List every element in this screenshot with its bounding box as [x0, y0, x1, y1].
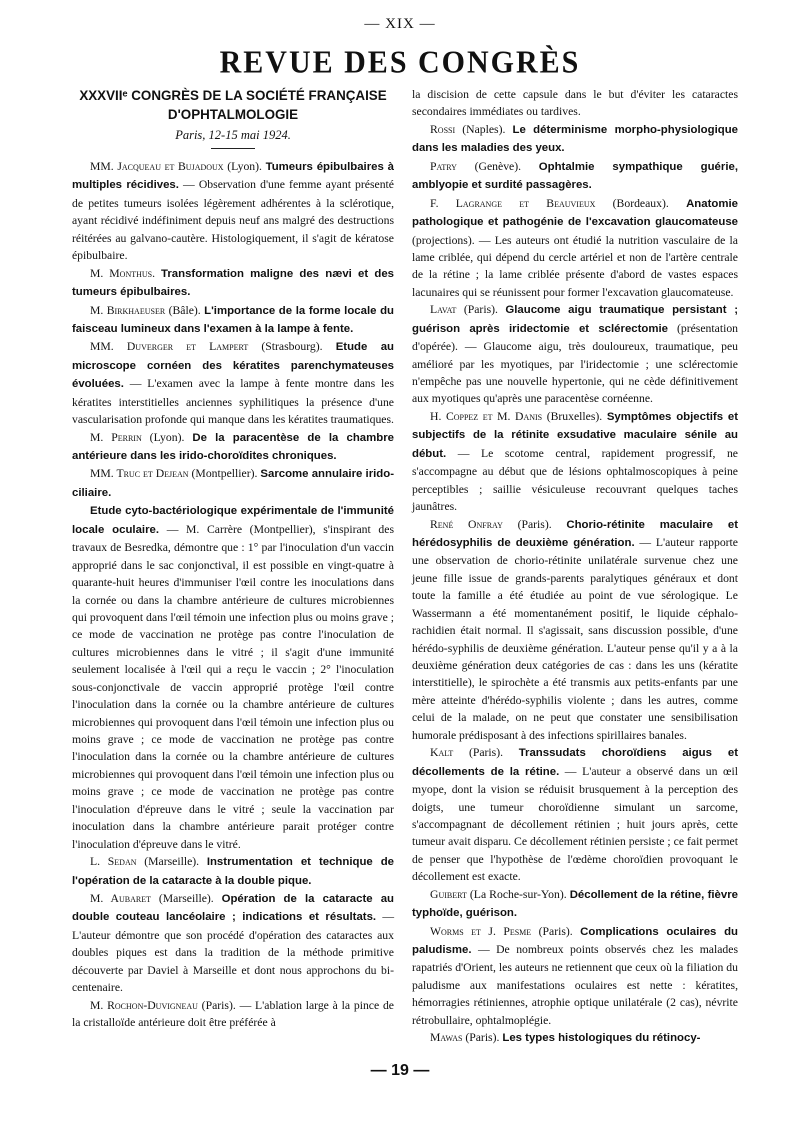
entry-body: — Observation d'une femme ayant présenté de petites tumeurs isolées légèrement adhérentes à la sclérotique, ayant récidivé indéfiniment depuis neuf ans malgré des destructions réitérées au galvano-cautère. Histologiquement, il s'agit de kératose épibulbaire. [72, 178, 394, 263]
abstract-entry [72, 429, 394, 466]
right-column [412, 86, 738, 1048]
entry-authors: Guibert [430, 887, 467, 901]
footer-page-number: — 19 — [370, 1062, 430, 1079]
entry-authors: MM. Truc et Dejean [90, 467, 189, 481]
entry-affiliation: (Marseille). [136, 855, 207, 869]
entry-affiliation: (Bordeaux). [595, 196, 687, 210]
entry-affiliation: (Lyon). [141, 430, 193, 444]
abstract-entry [412, 744, 738, 886]
entry-title: Opération de la cataracte au double couteau lancéolaire ; indications et résultats. [72, 892, 395, 924]
entry-authors: Mawas [430, 1031, 463, 1045]
entry-title: Ophtalmie sympathique guérie, amblyopie et surdité passagères. [412, 160, 738, 192]
entry-title: Transsudats choroïdiens aigus et décollements de la rétine. [412, 747, 738, 778]
entry-authors: M. Birkhaeuser [90, 303, 166, 317]
abstract-entry [412, 86, 738, 121]
abstract-entry [412, 158, 738, 195]
congress-heading: XXXVIIᵉ CONGRÈS DE LA SOCIÉTÉ FRANÇAISE D'OPHTALMOLOGIE [79, 88, 387, 122]
entry-affiliation: (Strasbourg). [248, 340, 336, 354]
entry-affiliation: (Paris). [453, 746, 519, 760]
abstract-entry [412, 923, 738, 1030]
congress-place-date: Paris, 12-15 mai 1924. [175, 128, 291, 142]
entry-title: L'importance de la forme locale du faisceau lumineux dans l'examen à la lampe à fente. [72, 304, 395, 335]
abstract-entry [72, 302, 394, 339]
entry-body: — L'auteur a observé dans un œil myope, dont la vision se réduisit brusquement à la perception des doigts, une tumeur choroïdienne simulant un sarcome, s'accompagnant de décollement rétinien ; huit jours après, cette tumeur avait disparu. Ce décollement rétinien persiste ; ce fait permet de penser que l'hypothèse de l'œdème choroïdien provoquant le décollement est exacte. [412, 764, 738, 884]
entry-body: — De nombreux points observés chez les malades rapatriés d'Orient, les auteurs ne retiennent que ceux où la filiation du paludisme aux manifestations oculaires est nette : kératites, hémorragies rétiniennes, atrophie optique unilatérale (2 cas), névrite rétrobullaire, ophtalmoplégie. [412, 943, 738, 1027]
entry-body: — L'examen avec la lampe à fente montre dans les kératites interstitielles anciennes syphilitiques la présence d'une vascularisation profonde qui manque dans les kératites traumatiques. [72, 377, 394, 427]
entry-authors: Worms et J. Pesme [430, 924, 532, 938]
entry-authors: M. Aubaret [90, 891, 151, 905]
entry-title: Transformation maligne des nævi et des tumeurs épibulbaires. [72, 267, 394, 299]
entry-body: (projections). — Les auteurs ont étudié la nutrition vasculaire de la lame criblée, qui dépend du cercle artériel et non de l'artère centrale de la rétine ; la lame criblée présente d'abord de vastes espaces lacunaires qui se réunissent pour former l'excavation glaucomateuse. [412, 233, 738, 299]
entry-title: Complications oculaires du paludisme. [412, 925, 738, 956]
entry-title: Anatomie pathologique et pathogénie de l'excavation glaucomateuse [412, 197, 738, 229]
entry-title: Symptômes objectifs et subjectifs de la rétinite exsudative maculaire sénile au début. [412, 410, 738, 460]
entry-affiliation: (Paris). [197, 998, 240, 1012]
entry-affiliation: (Paris). [531, 924, 581, 938]
entry-affiliation: (Marseille). [151, 891, 222, 905]
entry-title: Chorio-rétinite maculaire et hérédosyphilis de deuxième génération. [412, 518, 738, 549]
abstract-entry [412, 886, 738, 923]
entry-authors: MM. Jacqueau et Bujadoux [90, 160, 224, 173]
entry-affiliation: (Bâle). [165, 303, 205, 317]
left-entries [72, 158, 394, 1031]
entry-affiliation: (Paris). [456, 303, 506, 317]
entry-authors: M. Perrin [90, 430, 142, 444]
abstract-entry [412, 301, 738, 408]
entry-affiliation: (Paris). [502, 517, 567, 531]
entry-authors: Patry [430, 159, 457, 173]
entry-body: — L'auteur démontre que son procédé d'opération des cataractes aux doubles piques est dans la tradition de la méthode primitive découverte par Daviel à Marseille et dont nous approchons du bi-centenaire. [72, 910, 394, 995]
entry-affiliation: (Lyon). [223, 160, 266, 173]
entry-affiliation: (Naples). [455, 122, 513, 136]
entry-affiliation: (Montpellier). [188, 467, 261, 481]
right-entries [412, 86, 738, 1048]
entry-authors: M. Monthus [90, 266, 153, 280]
abstract-entry [72, 853, 394, 890]
entry-title: Etude au microscope cornéen des kératites parenchymateuses évoluées. [72, 341, 395, 391]
entry-title: Etude cyto-bactériologique expérimentale de l'immunité locale oculaire. [72, 505, 394, 536]
entry-affiliation: . [152, 266, 162, 280]
entry-body: — M. Carrère (Montpellier), s'inspirant des travaux de Besredka, démontre que : 1° par l'inoculation d'un vaccin approprié dans le sac conjonctival, il est possible en vingt-quatre à quarante-huit heures d'immuniser l'œil contre les inoculations dans la cornée ou dans la chambre antérieure de cultures microbiennes qui provoquent dans l'œil témoin une infection plus ou moins grave ; ce mode de vaccination ne protège pas contre l'inoculation de cultures microbiennes dans le vitré ; il s'agit d'une immunité seulement localisée à l'œil qui a reçu le vaccin ; 2° l'inoculation sous-conjonctivale de vaccin approprié protège l'œil contre l'inoculation dans la cornée ou la chambre antérieure de cultures microbiennes qui provoquent dans l'œil témoin une infection plus ou moins grave ; ce mode de vaccination ne protège pas contre l'inoculation dans la cornée ou la chambre antérieure de cultures microbiennes qui provoquent dans l'œil témoin une infection plus ou moins grave ; ce mode de vaccination ne protège pas contre l'inoculation d'épreuve dans le vitré ; seule la vaccination par inoculation dans la chambre antérieure parait protéger contre l'inoculation d'épreuve dans le vitré. [72, 522, 394, 851]
abstract-entry [412, 516, 738, 745]
entry-title: Sarcome annulaire irido-ciliaire. [72, 468, 395, 499]
entry-body: — L'auteur rapporte une observation de chorio-rétinite unilatérale survenue chez une jeune fille issue de grands-parents paralytiques généraux et dont toute la famille a été étudiée au point de vue sérologique. Le Wassermann a été momentanément positif, le liquide céphalo-rachidien était normal. Il s'agissait, sans discussion possible, d'une hérédo-syphilis de deuxième génération. L'auteur pense qu'il y a à la deuxième génération deux catégories de cas : dans les uns (kératite interstitielle), le spirochète a été transmis aux petits-enfants par une mère atteinte d'hérédo-syphilis violente ; dans les autres, comme celui de la malade, on ne peut que constater une sensibilisation humorale prédisposant à des infections spirillaires banales. [412, 535, 738, 742]
divider [211, 148, 255, 149]
entry-title: Les types histologiques du rétinocy- [502, 1032, 701, 1045]
entry-affiliation: (Genève). [456, 159, 539, 173]
abstract-entry [72, 158, 394, 265]
abstract-entry [412, 408, 738, 516]
entry-authors: Kalt [430, 746, 454, 760]
entry-affiliation: (Paris). [462, 1031, 503, 1045]
header-page-number: — XIX — [364, 16, 436, 32]
abstract-entry [72, 338, 394, 428]
abstract-entry [412, 1029, 738, 1047]
entry-authors: M. Rochon-Duvigneau [90, 998, 198, 1012]
entry-title: De la paracentèse de la chambre antérieure dans les irido-choroïdites chroniques. [72, 431, 394, 462]
entry-title: Glaucome aigu traumatique persistant ; guérison après iridectomie et sclérectomie [412, 304, 738, 335]
entry-authors: Lavat [430, 303, 457, 317]
entry-authors: René Onfray [430, 517, 503, 531]
entry-authors: MM. Duverger et Lampert [90, 340, 249, 354]
abstract-entry [412, 195, 738, 302]
entry-body: — Le scotome central, rapidement progressif, ne s'accompagne au début que de lésions ophtalmoscopiques à peine perceptibles ; saillie vésiculeuse recouvrant quelques taches jaunâtres. [412, 446, 738, 514]
entry-body: la discision de cette capsule dans le but d'éviter les cataractes secondaires immédiates ou tardives. [412, 88, 738, 119]
abstract-entry [72, 265, 394, 302]
entry-body: — L'ablation large à la pince de la cristalloïde antérieure doit être préférée à [72, 998, 394, 1029]
entry-title: Décollement de la rétine, fièvre typhoïde, guérison. [412, 888, 738, 920]
entry-authors: Rossi [430, 122, 456, 136]
abstract-entry [72, 890, 394, 997]
abstract-entry [72, 502, 394, 853]
entry-authors: H. Coppez et M. Danis [430, 409, 543, 423]
entry-affiliation: (La Roche-sur-Yon). [466, 887, 570, 901]
entry-authors: F. Lagrange et Beauvieux [430, 196, 596, 210]
entry-affiliation: (Bruxelles). [542, 409, 607, 423]
abstract-entry [72, 465, 394, 502]
entry-body: (présentation d'opérée). — Glaucome aigu, très douloureux, traumatique, peu amélioré par les myotiques, par l'iridectomie ; une sclérectomie n'empêche pas une nouvelle hypertonie, qui ne cède définitivement aux myotiques qu'après une paracentèse cornéenne. [412, 321, 739, 406]
abstract-entry [412, 121, 738, 158]
entry-authors: L. Sedan [90, 855, 137, 869]
abstract-entry [72, 997, 394, 1032]
entry-title: Tumeurs épibulbaires à multiples récidives. [72, 161, 395, 192]
left-column [72, 86, 394, 1031]
page-title: REVUE DES CONGRÈS [219, 45, 581, 80]
entry-title: Le déterminisme morpho-physiologique dans les maladies des yeux. [412, 123, 738, 155]
entry-title: Instrumentation et technique de l'opération de la cataracte à la double pique. [72, 856, 394, 887]
